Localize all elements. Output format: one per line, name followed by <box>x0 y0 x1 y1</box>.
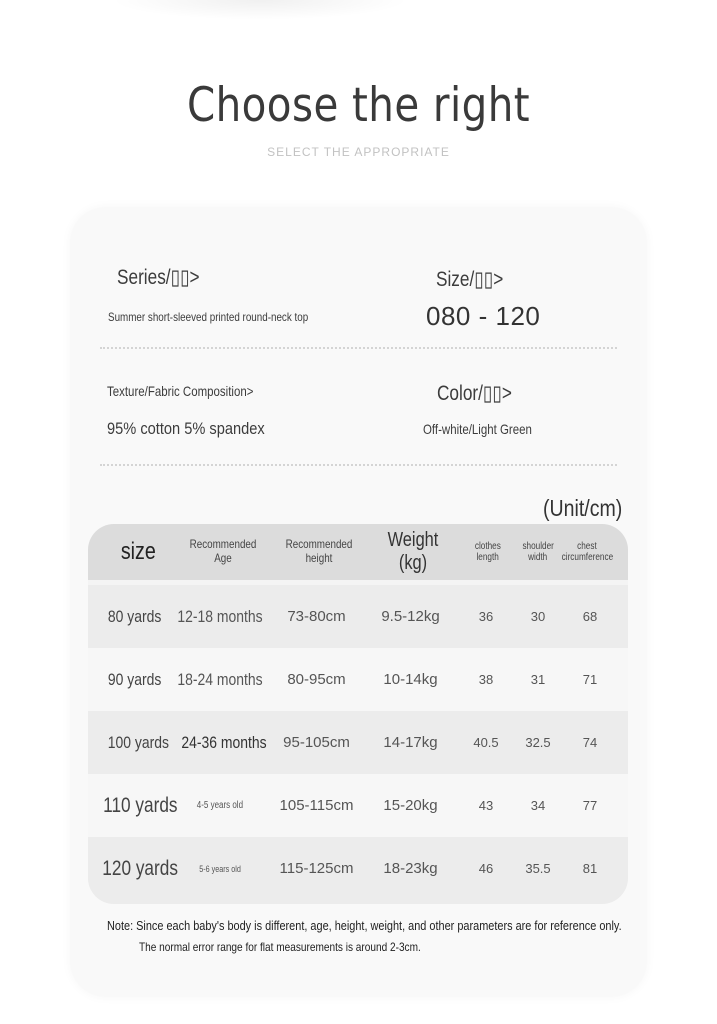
size-label: Size/▯▯> <box>436 268 504 291</box>
cell-shoulder-width: 32.5 <box>525 735 551 750</box>
cell-clothes-length: 38 <box>478 672 494 687</box>
cell-chest-circumference: 74 <box>582 735 598 750</box>
header-height: Recommended height <box>285 537 353 565</box>
cell-size: 90 yards <box>107 669 162 689</box>
cell-shoulder-width: 30 <box>530 609 546 624</box>
cell-chest-circumference: 71 <box>582 672 598 687</box>
table-row <box>88 585 628 648</box>
table-row <box>88 711 628 774</box>
header-age: Recommended Age <box>189 537 257 565</box>
fabric-label: Texture/Fabric Composition> <box>107 383 254 399</box>
cell-clothes-length: 46 <box>478 861 494 876</box>
cell-size: 120 yards <box>102 856 178 880</box>
cell-clothes-length: 36 <box>478 609 494 624</box>
cell-age: 18-24 months <box>177 669 263 689</box>
page-title: Choose the right <box>186 78 531 133</box>
header-clothes-length: clothes length <box>475 540 501 563</box>
cell-weight: 9.5-12kg <box>381 608 440 625</box>
size-range-value: 080 - 120 <box>426 301 541 331</box>
header-weight: Weight (kg) <box>387 529 439 574</box>
cell-size: 80 yards <box>107 606 162 626</box>
cell-chest-circumference: 77 <box>582 798 598 813</box>
cell-chest-circumference: 68 <box>582 609 598 624</box>
cell-weight: 10-14kg <box>383 671 438 688</box>
cell-height: 115-125cm <box>279 860 354 877</box>
cell-age: 24-36 months <box>181 732 267 752</box>
header-chest-circumference: chest circumference <box>561 540 613 563</box>
note-line-2: The normal error range for flat measurements is around 2-3cm. <box>139 940 421 954</box>
table-header <box>88 524 628 580</box>
size-table <box>88 524 628 904</box>
cell-shoulder-width: 34 <box>530 798 546 813</box>
cell-weight: 15-20kg <box>383 797 438 814</box>
cell-chest-circumference: 81 <box>582 861 598 876</box>
unit-label: (Unit/cm) <box>542 495 622 521</box>
cell-age: 12-18 months <box>177 606 263 626</box>
page-subtitle: SELECT THE APPROPRIATE <box>267 145 450 159</box>
color-value: Off-white/Light Green <box>423 421 532 437</box>
cell-size: 110 yards <box>102 793 178 817</box>
table-row <box>88 837 628 904</box>
series-label: Series/▯▯> <box>117 266 200 289</box>
table-row <box>88 648 628 711</box>
series-value: Summer short-sleeved printed round-neck top <box>108 310 309 324</box>
cell-clothes-length: 40.5 <box>473 735 499 750</box>
color-label: Color/▯▯> <box>437 382 512 405</box>
divider <box>100 464 617 466</box>
divider <box>100 347 617 349</box>
cell-size: 100 yards <box>107 732 169 752</box>
table-row <box>88 774 628 837</box>
cell-height: 95-105cm <box>283 734 350 751</box>
cell-shoulder-width: 35.5 <box>525 861 551 876</box>
note-line-1: Note: Since each baby's body is different, age, height, weight, and other parameters are for reference only. <box>107 918 622 933</box>
cell-clothes-length: 43 <box>478 798 494 813</box>
cell-height: 105-115cm <box>279 797 354 814</box>
cell-age: 5-6 years old <box>199 863 241 874</box>
cell-height: 80-95cm <box>287 671 346 688</box>
header-size: size <box>120 538 156 566</box>
cell-weight: 18-23kg <box>383 860 438 877</box>
header-shoulder-width: shoulder width <box>522 540 554 563</box>
cell-age: 4-5 years old <box>196 800 244 811</box>
top-decorative-shadow <box>110 0 410 20</box>
cell-height: 73-80cm <box>287 608 346 625</box>
fabric-value: 95% cotton 5% spandex <box>107 419 265 438</box>
cell-shoulder-width: 31 <box>530 672 546 687</box>
cell-weight: 14-17kg <box>383 734 438 751</box>
